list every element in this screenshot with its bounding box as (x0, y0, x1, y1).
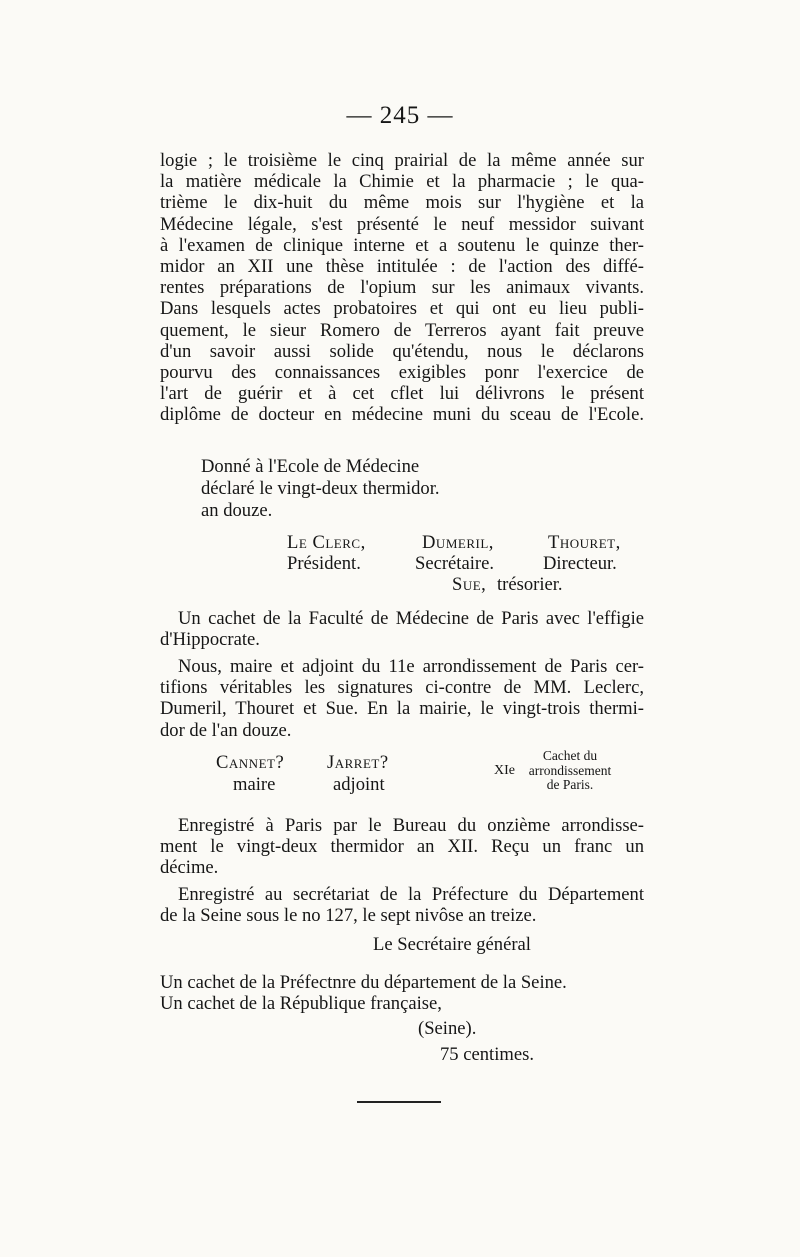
text-line: logie ; le troisième le cinq prairial de la même année sur (160, 150, 644, 171)
text-line: midor an XII une thèse intitulée : de l'action des diffé- (160, 256, 644, 278)
text-line: Dans lesquels actes probatoires et qui ont eu lieu publi- (160, 298, 644, 320)
text-line: Enregistré à Paris par le Bureau du onzième arrondisse- (178, 815, 644, 836)
text-line: Un cachet de la Faculté de Médecine de Paris avec l'effigie (178, 608, 644, 629)
text-line: dor de l'an douze. (160, 719, 292, 741)
paragraph-mairie (160, 656, 644, 741)
given-line: Donné à l'Ecole de Médecine (201, 456, 420, 477)
mairie-seal-note (494, 748, 620, 793)
signature-sue-title: trésorier. (497, 574, 563, 595)
text-line: pourvu des connaissances exigibles ponr l'exercice de (160, 362, 644, 384)
cachet-line: arrondissement (528, 762, 612, 778)
text-line: de la Seine sous le no 127, le sept nivôse an treize. (160, 905, 537, 927)
seine-note: (Seine). (418, 1018, 477, 1039)
signature-jarret-title: adjoint (333, 774, 385, 795)
cachet-line: de Paris. (546, 777, 594, 792)
stamp-price: 75 centimes. (440, 1044, 534, 1065)
text-line: l'art de guérir et à cet cflet lui délivrons le présent (160, 383, 644, 405)
section-divider (357, 1101, 441, 1103)
paragraph-seals (160, 972, 644, 1014)
cachet-line: Cachet du (542, 748, 598, 763)
paragraph-registration (160, 815, 644, 879)
text-line: Médecine légale, s'est présenté le neuf messidor suivant (160, 213, 644, 235)
secretary-general: Le Secrétaire général (373, 934, 531, 955)
signature-leclerc-name: Le Clerc, (287, 532, 366, 553)
text-line: Un cachet de la République française, (160, 993, 442, 1015)
text-line: décime. (160, 857, 219, 879)
signature-cannet-name: Cannet? (216, 752, 285, 773)
text-line: diplôme de docteur en médecine muni du sceau de l'Ecole. (160, 404, 644, 426)
signature-jarret-name: Jarret? (327, 752, 389, 773)
text-line: ment le vingt-deux thermidor an XII. Reçu un franc un (160, 836, 644, 858)
signature-dumeril-name: Dumeril, (422, 532, 494, 553)
text-line: trième le dix-huit du même mois sur l'hygiène et la (160, 192, 644, 214)
text-line: Dumeril, Thouret et Sue. En la mairie, le vingt-trois thermi- (160, 698, 644, 720)
text-line: Un cachet de la Préfectnre du département de la Seine. (160, 972, 567, 993)
given-line: an douze. (201, 500, 273, 521)
signature-leclerc-title: Président. (287, 553, 361, 574)
text-line: d'Hippocrate. (160, 629, 260, 651)
text-line: d'un savoir aussi solide qu'étendu, nous le déclarons (160, 340, 644, 362)
cachet-xi: XIe (494, 763, 515, 778)
text-line: à l'examen de clinique interne et a soutenu le quinze ther- (160, 234, 644, 256)
text-line: rentes préparations de l'opium sur les animaux vivants. (160, 277, 644, 299)
signature-thouret-name: Thouret, (548, 532, 621, 553)
signature-cannet-title: maire (233, 774, 276, 795)
page-number: — 245 — (346, 102, 454, 129)
paragraph-diploma (160, 150, 644, 426)
signature-thouret-title: Directeur. (543, 553, 617, 574)
paragraph-prefecture (160, 884, 644, 926)
signature-dumeril-title: Secrétaire. (415, 553, 494, 574)
text-line: tifions véritables les signatures ci-contre de MM. Leclerc, (160, 677, 644, 699)
signature-sue-name: Sue, (452, 574, 487, 595)
text-line: quement, le sieur Romero de Terreros ayant fait preuve (160, 319, 644, 341)
given-line: déclaré le vingt-deux thermidor. (201, 478, 440, 499)
text-line: Enregistré au secrétariat de la Préfecture du Département (178, 884, 644, 905)
paragraph-faculty-seal (160, 608, 644, 650)
text-line: Nous, maire et adjoint du 11e arrondissement de Paris cer- (178, 656, 644, 677)
text-line: la matière médicale la Chimie et la pharmacie ; le qua- (160, 171, 644, 193)
